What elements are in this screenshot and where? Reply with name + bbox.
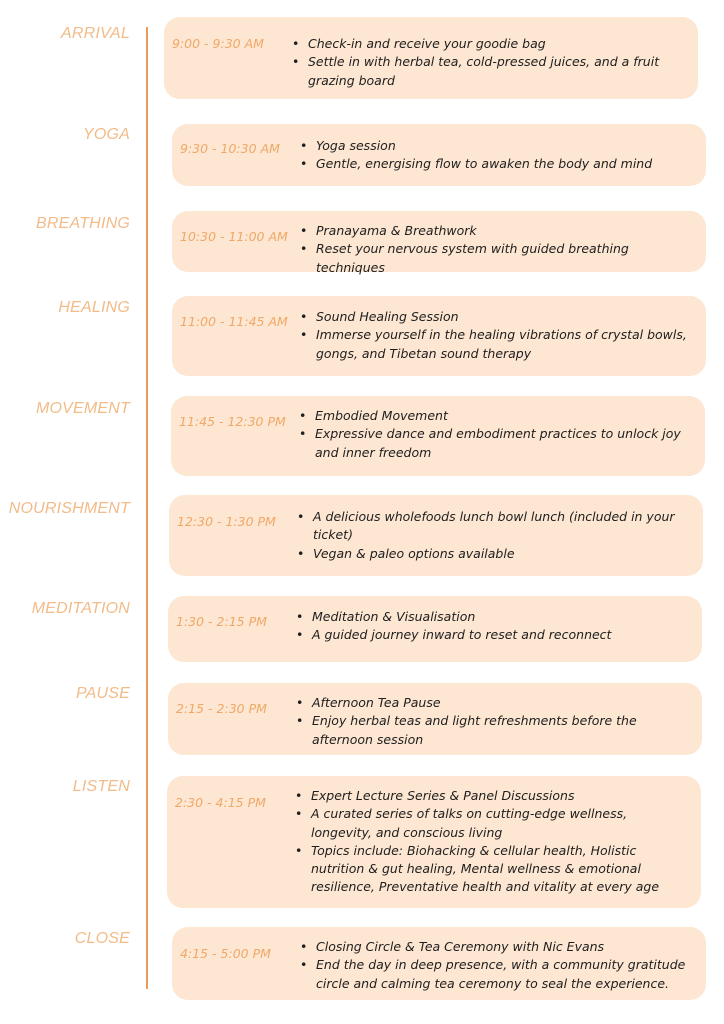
activity-list bbox=[297, 508, 691, 563]
list-item: • Pranayama & Breathwork bbox=[300, 222, 700, 240]
time-slot: 4:15 - 5:00 PM bbox=[180, 946, 271, 961]
list-item: • Enjoy herbal teas and light refreshments before the afternoon session bbox=[296, 712, 688, 749]
time-slot: 12:30 - 1:30 PM bbox=[177, 514, 276, 529]
list-item: • Embodied Movement bbox=[299, 407, 691, 425]
activity-list bbox=[299, 407, 691, 462]
list-item: • A curated series of talks on cutting-edge wellness, longevity, and conscious living bbox=[295, 805, 687, 842]
activity-list bbox=[296, 608, 696, 645]
list-item: • Vegan & paleo options available bbox=[297, 545, 691, 563]
list-item: • Meditation & Visualisation bbox=[296, 608, 696, 626]
time-slot: 2:30 - 4:15 PM bbox=[175, 795, 266, 810]
section-label-meditation: MEDITATION bbox=[31, 600, 130, 617]
schedule-card-yoga bbox=[172, 124, 706, 186]
list-item: • Topics include: Biohacking & cellular health, Holistic nutrition & gut healing, Mental wellness & emotional resilience, Preventative health and vitality at every age bbox=[295, 842, 687, 897]
schedule-card-healing bbox=[172, 296, 706, 376]
activity-list bbox=[300, 222, 700, 277]
section-label-nourishment: NOURISHMENT bbox=[8, 500, 130, 517]
list-item: • Immerse yourself in the healing vibrations of crystal bowls, gongs, and Tibetan sound therapy bbox=[300, 326, 690, 363]
schedule-card-close bbox=[172, 927, 706, 1000]
schedule-card-breathing bbox=[172, 211, 706, 275]
list-item: • Gentle, energising flow to awaken the body and mind bbox=[300, 155, 700, 173]
time-slot: 9:00 - 9:30 AM bbox=[172, 36, 264, 51]
list-item: • Settle in with herbal tea, cold-pressed juices, and a fruit grazing board bbox=[292, 53, 682, 90]
list-item: • Reset your nervous system with guided breathing techniques bbox=[300, 240, 700, 277]
section-label-arrival: ARRIVAL bbox=[61, 25, 130, 42]
time-slot: 11:45 - 12:30 PM bbox=[179, 414, 286, 429]
list-item: • A delicious wholefoods lunch bowl lunch (included in your ticket) bbox=[297, 508, 691, 545]
activity-list bbox=[296, 694, 688, 749]
list-item: • Expert Lecture Series & Panel Discussions bbox=[295, 787, 687, 805]
list-item: • Yoga session bbox=[300, 137, 700, 155]
time-slot: 9:30 - 10:30 AM bbox=[180, 141, 280, 156]
section-label-healing: HEALING bbox=[58, 299, 130, 316]
schedule-card-nourishment bbox=[169, 495, 703, 576]
time-slot: 1:30 - 2:15 PM bbox=[176, 614, 267, 629]
time-slot: 11:00 - 11:45 AM bbox=[180, 314, 288, 329]
list-item: • A guided journey inward to reset and reconnect bbox=[296, 626, 696, 644]
schedule-card-meditation bbox=[168, 596, 702, 662]
section-label-movement: MOVEMENT bbox=[35, 400, 130, 417]
section-label-pause: PAUSE bbox=[75, 685, 130, 702]
schedule-card-listen bbox=[167, 776, 701, 908]
activity-list bbox=[292, 35, 682, 90]
activity-list bbox=[295, 787, 687, 897]
list-item: • Check-in and receive your goodie bag bbox=[292, 35, 682, 53]
schedule-card-movement bbox=[171, 396, 705, 476]
section-label-listen: LISTEN bbox=[72, 778, 130, 795]
timeline-line bbox=[146, 27, 148, 989]
list-item: • Expressive dance and embodiment practices to unlock joy and inner freedom bbox=[299, 425, 691, 462]
activity-list bbox=[300, 137, 700, 174]
list-item: • Sound Healing Session bbox=[300, 308, 690, 326]
time-slot: 2:15 - 2:30 PM bbox=[176, 701, 267, 716]
activity-list bbox=[300, 938, 692, 993]
list-item: • Afternoon Tea Pause bbox=[296, 694, 688, 712]
schedule-card-pause bbox=[168, 683, 702, 755]
section-label-close: CLOSE bbox=[74, 930, 130, 947]
section-label-breathing: BREATHING bbox=[36, 215, 130, 232]
section-label-yoga: YOGA bbox=[82, 126, 130, 143]
list-item: • Closing Circle & Tea Ceremony with Nic Evans bbox=[300, 938, 692, 956]
schedule-card-arrival bbox=[164, 17, 698, 99]
activity-list bbox=[300, 308, 690, 363]
list-item: • End the day in deep presence, with a community gratitude circle and calming tea ceremony to seal the experience. bbox=[300, 956, 692, 993]
time-slot: 10:30 - 11:00 AM bbox=[180, 229, 288, 244]
